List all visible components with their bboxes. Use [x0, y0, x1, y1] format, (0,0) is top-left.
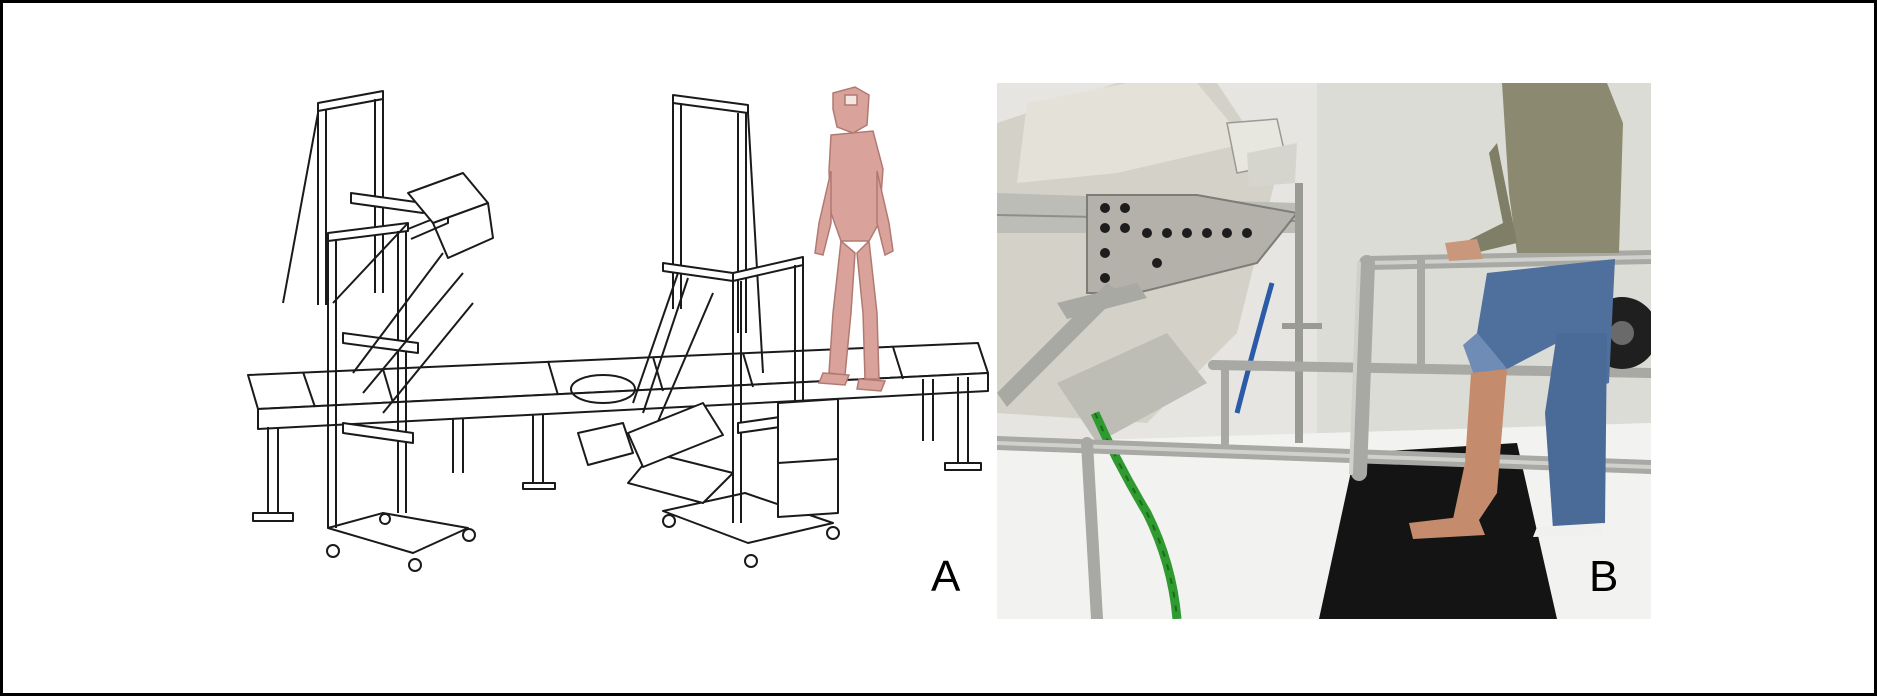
rig-photograph — [997, 83, 1651, 619]
panel-a-drawing — [233, 73, 993, 613]
panel-label-b: B — [1589, 552, 1619, 601]
mannequin-figure — [815, 87, 893, 391]
rig-line-drawing — [233, 73, 993, 613]
panel-label-a: A — [931, 552, 961, 601]
panel-b-photo — [997, 83, 1651, 619]
